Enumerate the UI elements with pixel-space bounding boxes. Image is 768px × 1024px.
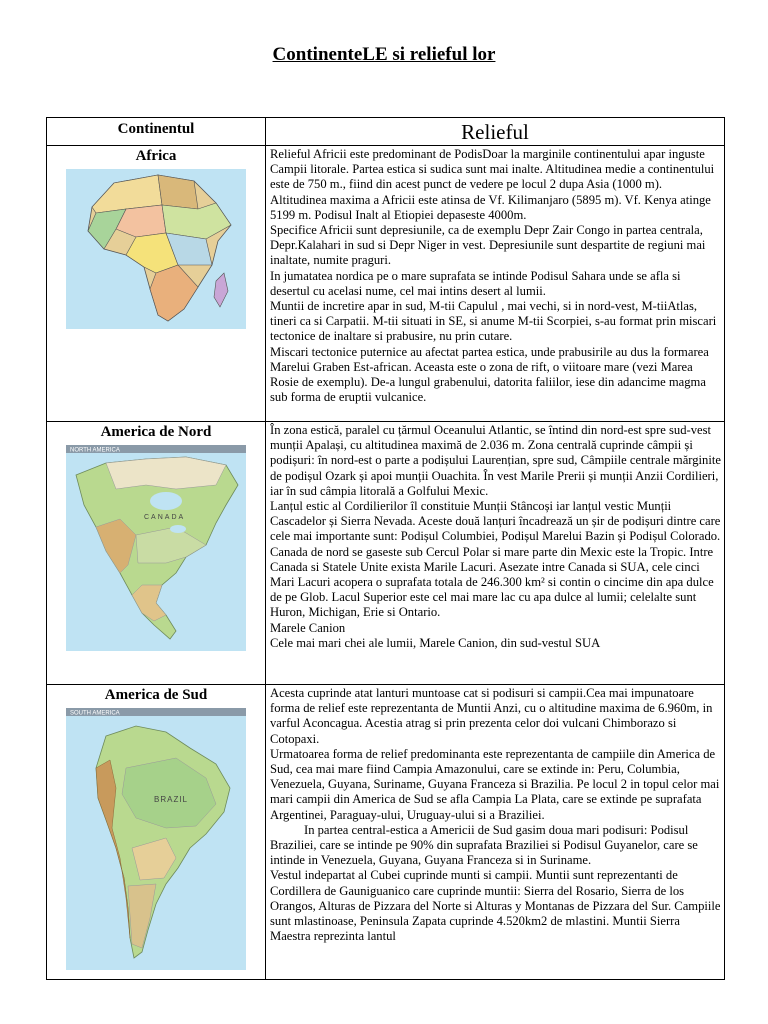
paragraph: Relieful Africii este predominant de PodisDoar la marginile continentului apar inguste Campii litorale. Partea estica si sudica sunt mai inalte. Altitudinea medie a continentului este de 750 m., fiind din acest punct de vedere pe locul 2 dupa Asia (1000 m). Altitudinea maxima a Africii este atinsa de Vf. Kilimanjaro (5895 m). Vf. Kenya atinge 5199 m. Podisul Inalt al Etiopiei depaseste 4000m. (270, 147, 715, 222)
paragraph: Acesta cuprinde atat lanturi muntoase cat si podisuri si campii.Cea mai impunatoare forma de relief este reprezentanta de Muntii Anzi, cu o altitudine maxima de 6.960m, in varful Aconcagua. Acestia atrag si prin prezenta celor doi vulcani Chimborazo si Cotopaxi. (270, 686, 713, 746)
relief-text-africa (266, 146, 724, 421)
continent-cell-africa (47, 146, 266, 422)
paragraph: In partea central-estica a Americii de Sud gasim doua mari podisuri: Podisul Braziliei, care se intinde pe 90% din suprafata Braziliei si Podisul Guyanelor, care se intinde in Venezuela, Guyana, Guyana Franceza si in Suriname. (270, 822, 698, 868)
continent-name-africa: Africa (135, 148, 177, 164)
table-row-south-america (47, 685, 725, 980)
continent-name-north-america: America de Nord (100, 424, 212, 440)
paragraph: În zona estică, paralel cu țărmul Oceanului Atlantic, se întind din nord-est spre sud-vest munții Apalași, cu altitudinea maximă de 2.036 m. Zona centrală cuprinde câmpii și podișuri: în nord-est o parte a podișului Laurențian, spre sud, Câmpiile centrale mărginite de podișul Ozark și apoi munții Ouachita. În vest Marile Prerii și munții Anzii Cordilieri, iar în sud câmpia litorală a Golfului Mexic. (270, 423, 721, 498)
paragraph: Cele mai mari chei ale lumii, Marele Canion, din sud-vestul SUA (270, 635, 601, 650)
paragraph: Vestul indepartat al Cubei cuprinde munti si campii. Muntii sunt reprezentanti de Cordillera de Gauniguanico care cuprinde muntii: Sierra del Rosario, Sierra de los Orangos, Alturas de Pizzara del Norte si Alturas y Montanas de Pizzara del Sur. Campiile sunt mlastinoase, Peninsula Zapata cuprinde 4.520km2 de mlastini. Muntii Sierra Maestra reprezinta lantul (270, 868, 721, 944)
header-cell-continent (47, 118, 266, 146)
north-america-map (66, 445, 246, 651)
paragraph: Lanțul estic al Cordilierilor îl constituie Munții Stâncoși iar lanțul vestic Munții Cascadelor și Sierra Nevada. Aceste două lanțuri încadrează un șir de podișuri dintre care cele mai importante sunt: Podișul Columbiei, Podișul Marelui Bazin și Podișul Colorado. Canada de nord se gaseste sub Cercul Polar si mare parte din Mexic este la Tropic. Intre Canada si Statele Unite exista Marile Lacuri. Asezate intre Canada si SUA, cele cinci Mari Lacuri acopera o suprafata totala de 246.300 km² si contin o cincime din apa dulce de pe Glob. Lacul Superior este cel mai mare lac cu apa dulce al lumii; celelalte sunt Huron, Michigan, Erie si Ontario. (270, 499, 721, 620)
south-america-map-label: SOUTH AMERICA (70, 710, 120, 717)
relief-cell-africa (266, 146, 725, 422)
table-header-row (47, 118, 725, 146)
table-row-africa (47, 146, 725, 422)
table-row-north-america (47, 422, 725, 685)
continent-cell-north-america (47, 422, 266, 685)
brazil-label: BRAZIL (154, 795, 189, 804)
continents-table (46, 117, 725, 980)
paragraph: Specifice Africii sunt depresiunile, ca de exemplu Depr Zair Congo in partea centrala, Depr.Kalahari in sud si Depr Niger in vest. Depresiunile sunt despartite de regiuni mai inaltate, numite praguri. (270, 223, 706, 268)
header-cell-relief (266, 118, 725, 146)
header-relief: Relieful (461, 120, 529, 144)
relief-cell-north-america (266, 422, 725, 685)
north-america-map-label: NORTH AMERICA (70, 447, 120, 454)
canada-label: CANADA (144, 514, 186, 521)
paragraph: Marele Canion (270, 620, 346, 635)
paragraph: Miscari tectonice puternice au afectat partea estica, unde prabusirile au dus la formarea Marelui Graben Est-african. Aceasta este o zona de rift, o viitoare mare (vezi Marea Rosie de exemplu). De-a lungul grabenului, datorita faliilor, iese din adancime magma sub forma de eruptii vulcanice. (270, 344, 709, 405)
relief-text-south-america (266, 685, 724, 979)
page-title: ContinenteLE si relieful lor (272, 44, 496, 65)
south-america-map (66, 708, 246, 970)
relief-cell-south-america (266, 685, 725, 980)
paragraph: Urmatoarea forma de relief predominanta este reprezentanta de campiile din America de Sud, cea mai mare fiind Campia Amazonului, care se extinde in: Peru, Columbia, Venezuela, Guyana, Suriname, Guyana Franceza si Brazilia. Pe locul 2 in topul celor mai mari campii din America de Sud se afla Campia La Plata, care se extinde pe suprafata Argentinei, Paraguay-ului, Uruguay-ului si a Braziliei. (270, 746, 720, 822)
paragraph: Muntii de incretire apar in sud, M-tii Capulul , mai vechi, si in nord-vest, M-tiiAtlas, tineri ca si Carpatii. M-tii situati in SE, si anume M-tii Scorpiei, s-au format prin miscari tectonice de inaltare si prabusire, nu prin cutare. (270, 299, 717, 344)
paragraph: In jumatatea nordica pe o mare suprafata se intinde Podisul Sahara unde se afla si desertul cu acelasi nume, cel mai intins desert al lumii. (270, 268, 681, 298)
africa-map (66, 169, 246, 329)
header-continent: Continentul (117, 121, 195, 137)
relief-text-north-america (266, 422, 724, 684)
continent-cell-south-america (47, 685, 266, 980)
continent-name-south-america: America de Sud (104, 687, 208, 703)
